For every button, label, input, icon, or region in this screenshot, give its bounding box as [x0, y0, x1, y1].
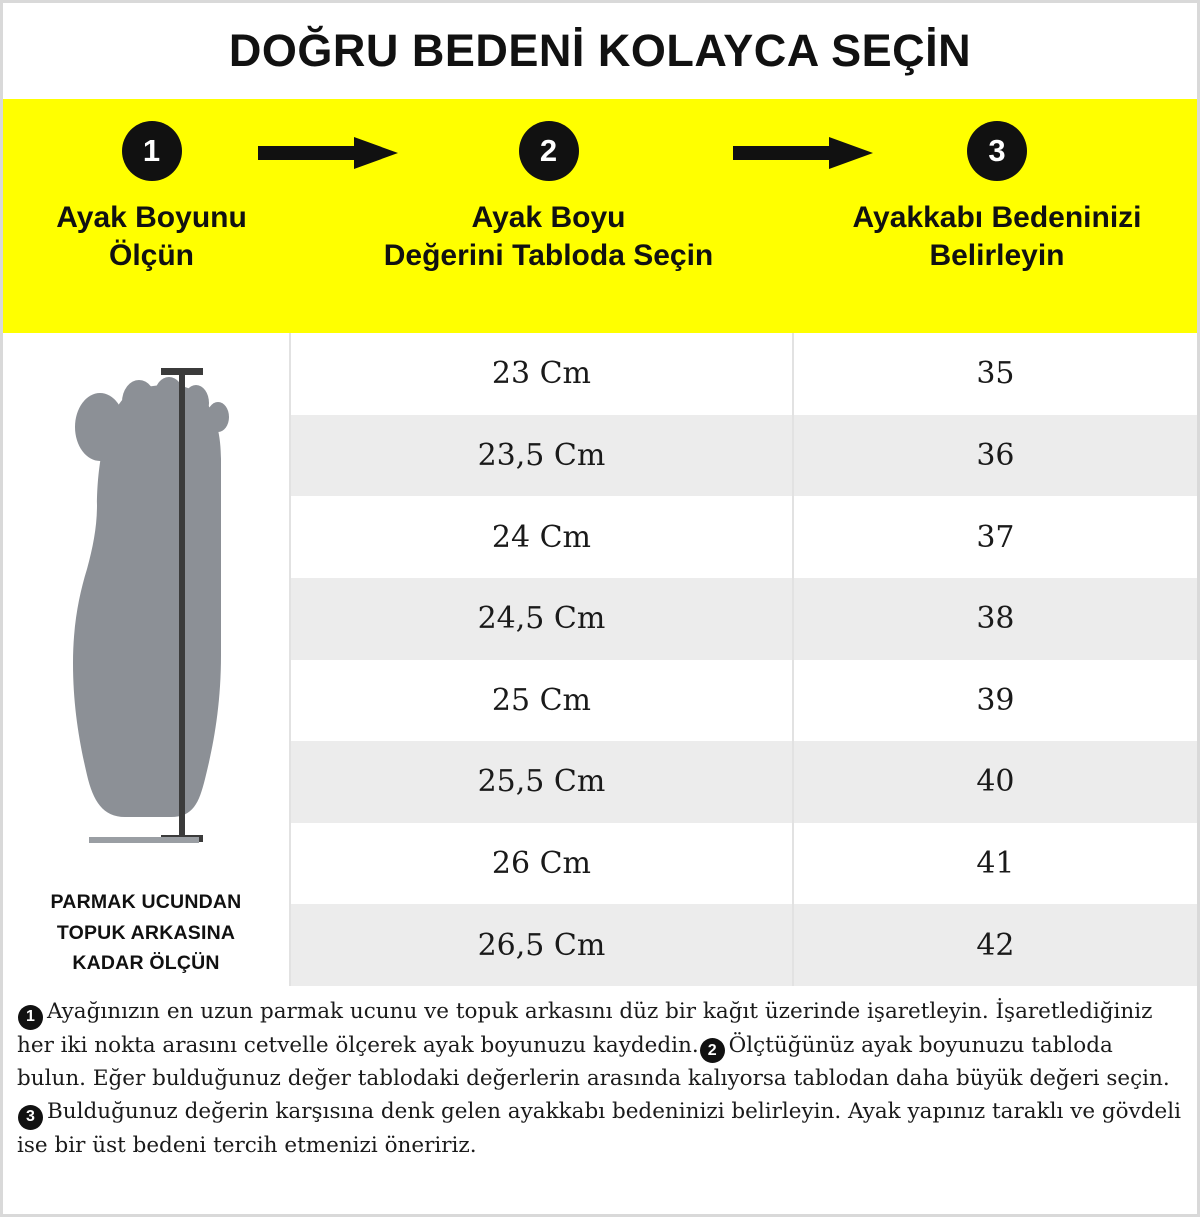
step-2	[300, 101, 797, 333]
table-row	[291, 496, 1197, 578]
page-title: DOĞRU BEDENİ KOLAYCA SEÇİN	[228, 25, 972, 76]
note-text-2: Ölçtüğünüz ayak boyunuzu tabloda bulun. Eğer bulduğunuz değer tablodaki değerlerin arasında kalıyorsa tablodan daha büyük değeri seçin.	[17, 1032, 1170, 1092]
step-3	[797, 101, 1197, 333]
step-3-badge: 3	[967, 121, 1027, 181]
step-2-label: Ayak Boyu Değerini Tabloda Seçin	[383, 201, 714, 273]
cell-shoe-size: 40	[793, 741, 1197, 823]
step-2-badge: 2	[519, 121, 579, 181]
cell-foot-length: 25 Cm	[291, 660, 793, 742]
measurement-section	[3, 333, 1197, 986]
note-badge-1: 1	[18, 1005, 43, 1030]
cell-shoe-size: 39	[976, 682, 1015, 718]
note-text-3: Bulduğunuz değerin karşısına denk gelen ayakkabı bedeninizi belirleyin. Ayak yapınız taraklı ve gövdeli ise bir üst bedeni tercih etmenizi öneririz.	[17, 1099, 1181, 1159]
table-row	[291, 578, 1197, 660]
table-row	[291, 415, 1197, 497]
cell-shoe-size: 36	[793, 415, 1197, 497]
table-row	[291, 660, 1197, 742]
instructions-block	[3, 986, 1197, 1163]
cell-foot-length: 26,5 Cm	[291, 904, 793, 986]
foot-caption: PARMAK UCUNDAN TOPUK ARKASINA KADAR ÖLÇÜN	[50, 891, 242, 974]
table-row	[291, 333, 1197, 415]
arrow-right-icon-1	[258, 137, 398, 169]
step-3-label: Ayakkabı Bedeninizi Belirleyin	[852, 201, 1142, 273]
title-bar	[3, 3, 1197, 99]
cell-shoe-size: 38	[793, 578, 1197, 660]
cell-shoe-size: 41	[976, 846, 1015, 882]
table-row	[291, 741, 1197, 823]
cell-shoe-size: 42	[793, 904, 1197, 986]
cell-foot-length: 24 Cm	[291, 496, 793, 578]
cell-foot-length: 24,5 Cm	[291, 578, 793, 660]
table-row	[291, 823, 1197, 905]
foot-icon	[53, 355, 243, 855]
note-text-1: Ayağınızın en uzun parmak ucunu ve topuk arkasını düz bir kağıt üzerinde işaretleyin. İşaretlediğiniz her iki nokta arasını cetvelle ölçerek ayak boyunuzu kaydedin.	[17, 999, 1153, 1058]
arrow-right-icon-2	[733, 137, 873, 169]
cell-foot-length: 25,5 Cm	[291, 741, 793, 823]
foot-illustration-column	[3, 333, 291, 986]
cell-shoe-size: 35	[976, 356, 1015, 392]
cell-foot-length: 23 Cm	[291, 333, 793, 415]
step-1	[3, 101, 300, 333]
steps-band	[3, 99, 1197, 333]
step-1-badge: 1	[122, 121, 182, 181]
note-badge-2: 2	[700, 1038, 725, 1063]
note-badge-3: 3	[18, 1105, 43, 1130]
step-1-label: Ayak Boyunu Ölçün	[56, 201, 247, 273]
cell-shoe-size: 37	[976, 519, 1015, 555]
cell-foot-length: 26 Cm	[291, 823, 793, 905]
size-table	[291, 333, 1197, 986]
cell-foot-length: 23,5 Cm	[291, 415, 793, 497]
table-row	[291, 904, 1197, 986]
